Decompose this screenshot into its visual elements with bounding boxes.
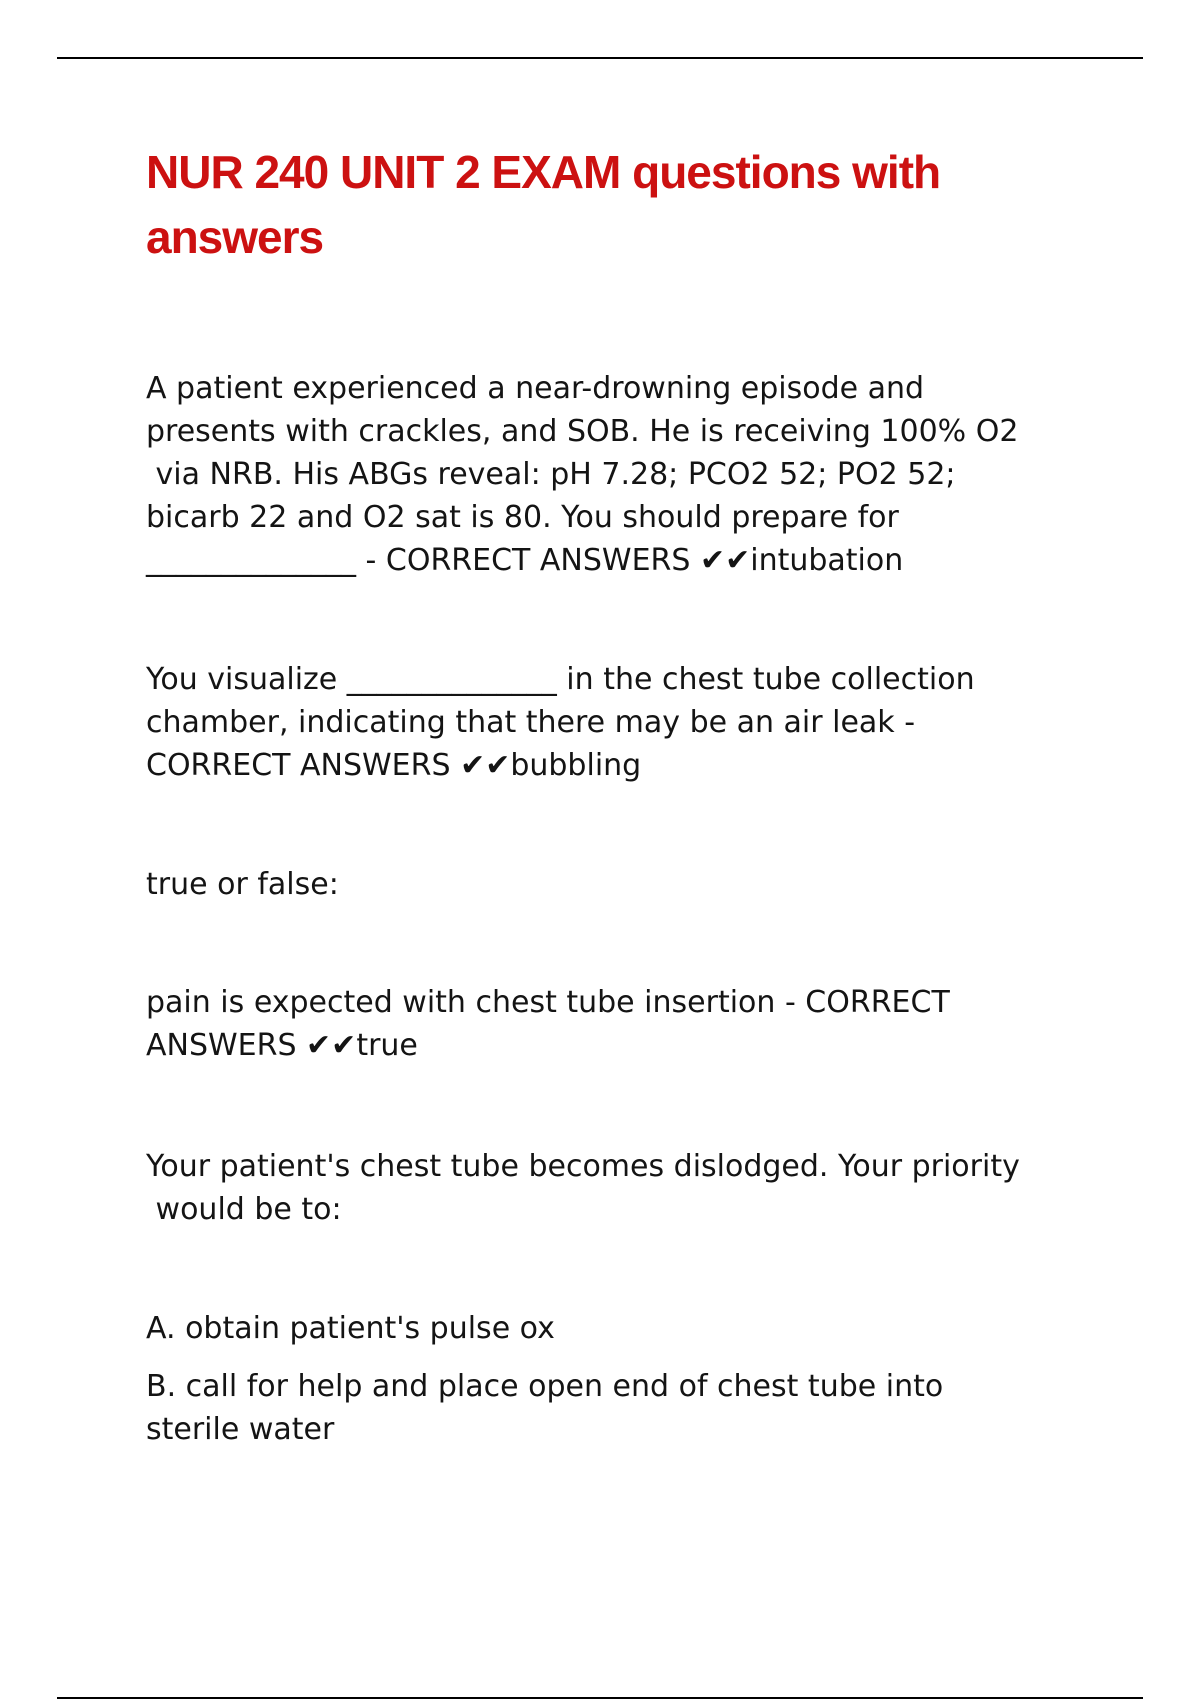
text-line: B. call for help and place open end of chest tube into [146,1369,944,1404]
text-line: You visualize ______________ in the chest tube collection [146,662,975,697]
text-line: ______________ - CORRECT ANSWERS ✔✔intubation [146,543,904,578]
document-title [146,140,1106,270]
text-line: ANSWERS ✔✔true [146,1028,418,1063]
text-line: pain is expected with chest tube insertion - CORRECT [146,985,950,1020]
text-line: chamber, indicating that there may be an air leak - [146,705,916,740]
title-line: answers [146,211,324,263]
bottom-divider [57,1697,1143,1699]
text-line: CORRECT ANSWERS ✔✔bubbling [146,748,642,783]
question-dislodged-chest-tube [146,1145,1106,1231]
text-line: presents with crackles, and SOB. He is receiving 100% O2 [146,414,1019,449]
question-pain-chest-tube [146,981,1106,1067]
answer-option-a [146,1307,1106,1350]
text-line: bicarb 22 and O2 sat is 80. You should prepare for [146,500,899,535]
text-line: A. obtain patient's pulse ox [146,1311,555,1346]
question-true-false-heading [146,863,1106,906]
question-chest-tube-bubbling [146,658,1106,787]
question-near-drowning [146,367,1106,582]
text-line: via NRB. His ABGs reveal: pH 7.28; PCO2 52; PO2 52; [146,457,956,492]
text-line: Your patient's chest tube becomes dislodged. Your priority [146,1149,1020,1184]
text-line: sterile water [146,1412,335,1447]
text-line: would be to: [146,1192,342,1227]
title-line: NUR 240 UNIT 2 EXAM questions with [146,146,941,198]
answer-option-b [146,1365,1106,1451]
top-divider [57,57,1143,59]
text-line: true or false: [146,867,339,902]
text-line: A patient experienced a near-drowning episode and [146,371,925,406]
